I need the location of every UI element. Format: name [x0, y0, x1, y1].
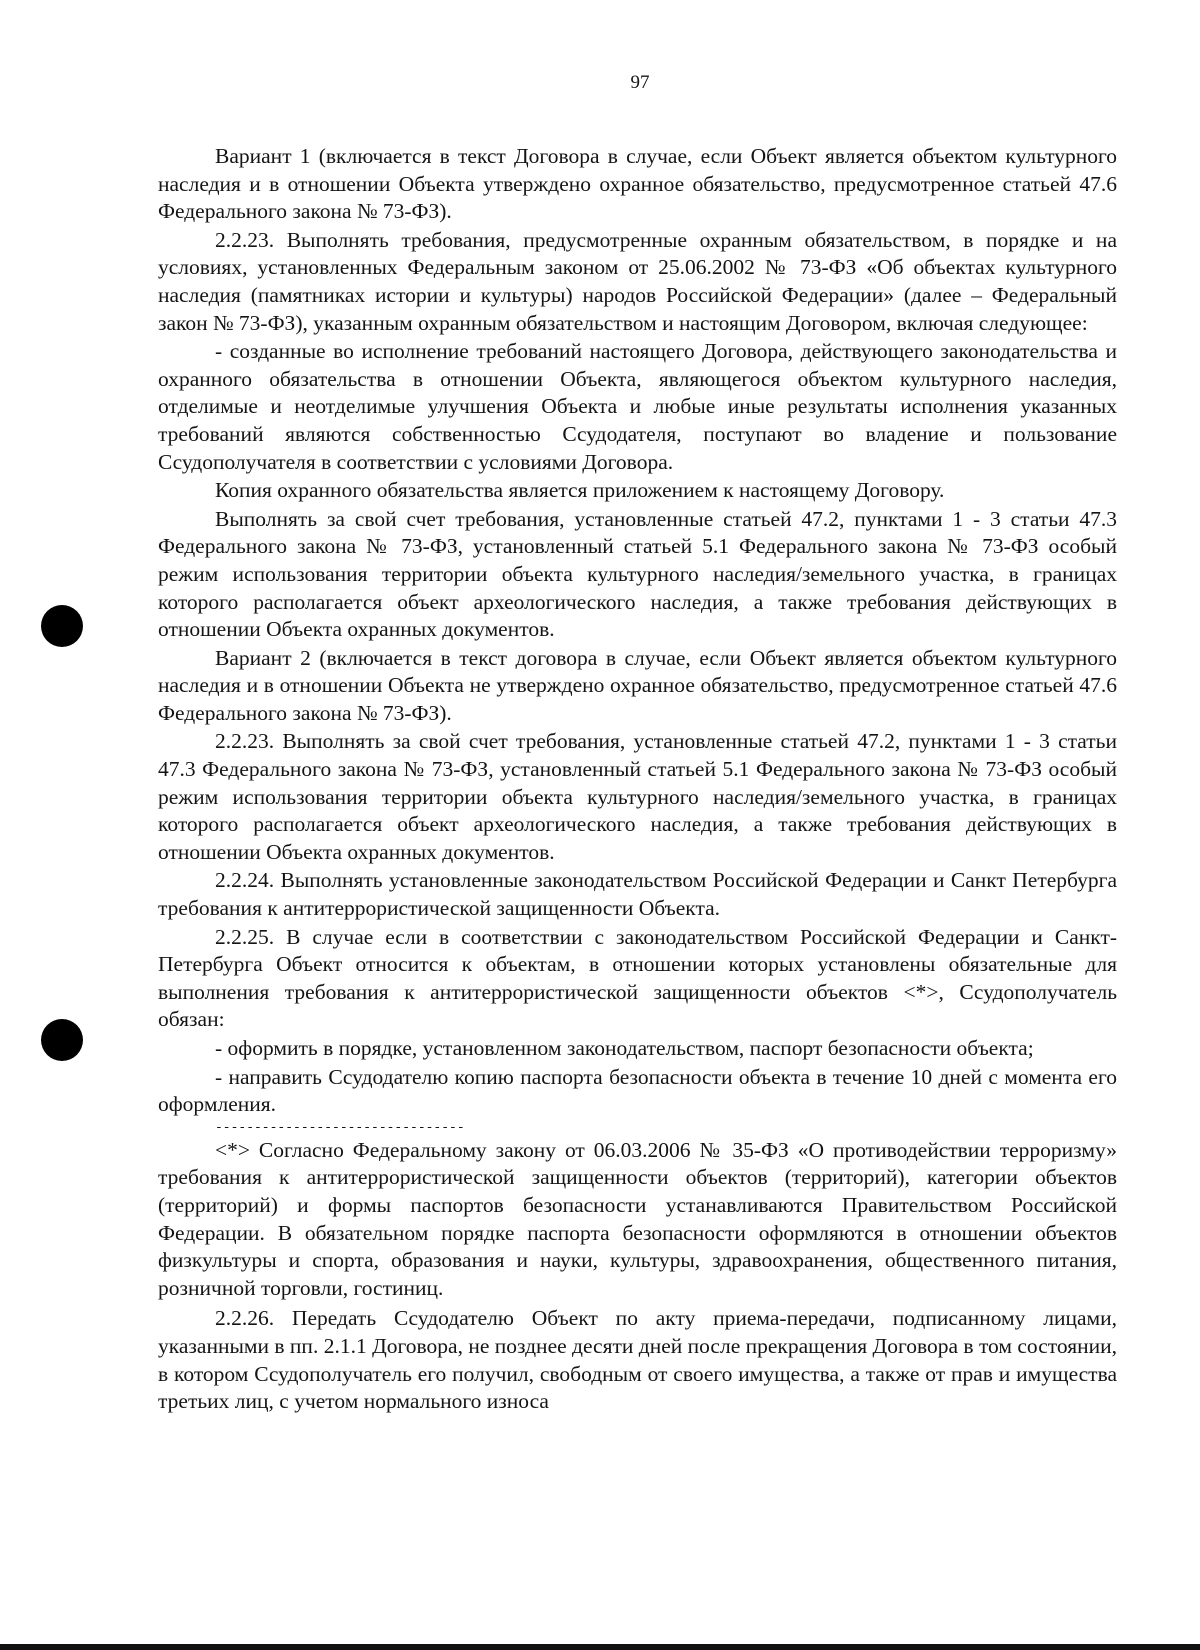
paragraph-fulfil-requirements: Выполнять за свой счет требования, установленные статьей 47.2, пунктами 1 - 3 статьи 47.3 Федерального закона № 73-ФЗ, установленный статьей 5.1 Федерального закона № 73-ФЗ особый режим использования территории объекта культурного наследия/земельного участка, в границах которого располагается объект археологического наследия, а также требования действующих в отношении Объекта охранных документов.: [158, 506, 1117, 642]
document-body: [158, 143, 1117, 1416]
footnote-separator: --------------------------------: [215, 1120, 465, 1135]
paragraph-improvements: - созданные во исполнение требований настоящего Договора, действующего законодательства и охранного обязательства в отношении Объекта, являющегося объектом культурного наследия, отделимые и неотделимые улучшения Объекта и любые иные результаты исполнения указанных требований являются собственностью Ссудодателя, поступают во владение и пользование Ссудополучателя в соответствии с условиями Договора.: [158, 339, 1117, 474]
paragraph-2-2-25: 2.2.25. В случае если в соответствии с законодательством Российской Федерации и Санкт-Петербурга Объект относится к объектам, в отношении которых установлены обязательные для выполнения требования к антитеррористической защищенности объектов <*>, Ссудополучатель обязан:: [158, 924, 1117, 1032]
punch-hole-upper: [41, 605, 83, 647]
paragraph-passport-copy: - направить Ссудодателю копию паспорта безопасности объекта в течение 10 дней с момента его оформления.: [158, 1064, 1117, 1117]
footnote: <*> Согласно Федеральному закону от 06.03.2006 № 35-ФЗ «О противодействии терроризму» требования к антитеррористической защищенности объектов (территорий), категории объектов (территорий) и формы паспортов безопасности устанавливаются Правительством Российской Федерации. В обязательном порядке паспорта безопасности оформляются в отношении объектов физкультуры и спорта, образования и науки, культуры, здравоохранения, общественного питания, розничной торговли, гостиниц.: [158, 1137, 1117, 1300]
paragraph-passport-issue: - оформить в порядке, установленном законодательством, паспорт безопасности объекта;: [215, 1036, 1034, 1060]
paragraph-2-2-26: 2.2.26. Передать Ссудодателю Объект по акту приема-передачи, подписанному лицами, указанными в пп. 2.1.1 Договора, не позднее десяти дней после прекращения Договора в том состоянии, в котором Ссудополучатель его получил, свободным от своего имущества, а также от прав и имущества третьих лиц, с учетом нормального износа: [158, 1306, 1117, 1414]
page-number: 97: [630, 72, 650, 93]
paragraph-2-2-23-b: 2.2.23. Выполнять за свой счет требования, установленные статьей 47.2, пунктами 1 - 3 статьи 47.3 Федерального закона № 73-ФЗ, установленный статьей 5.1 Федерального закона № 73-ФЗ особый режим использования территории объекта культурного наследия/земельного участка, в границах которого располагается объект археологического наследия, а также требования действующих в отношении Объекта охранных документов.: [158, 729, 1117, 864]
paragraph-variant-2: Вариант 2 (включается в текст договора в случае, если Объект является объектом культурного наследия и в отношении Объекта не утверждено охранное обязательство, предусмотренное статьей 47.6 Федерального закона № 73-ФЗ).: [158, 645, 1117, 725]
paragraph-2-2-24: 2.2.24. Выполнять установленные законодательством Российской Федерации и Санкт Петербурга требования к антитеррористической защищенности Объекта.: [158, 868, 1117, 921]
paragraph-copy-obligation: Копия охранного обязательства является приложением к настоящему Договору.: [215, 478, 945, 503]
paragraph-variant-1: Вариант 1 (включается в текст Договора в случае, если Объект является объектом культурного наследия и в отношении Объекта утверждено охранное обязательство, предусмотренное статьей 47.6 Федерального закона № 73-ФЗ).: [158, 144, 1117, 224]
scan-bottom-edge: [0, 1644, 1200, 1650]
paragraph-2-2-23-a: 2.2.23. Выполнять требования, предусмотренные охранным обязательством, в порядке и на условиях, установленных Федеральным законом от 25.06.2002 № 73-ФЗ «Об объектах культурного наследия (памятниках истории и культуры) народов Российской Федерации» (далее – Федеральный закон № 73-ФЗ), указанным охранным обязательством и настоящим Договором, включая следующее:: [158, 227, 1117, 335]
punch-hole-lower: [41, 1019, 83, 1061]
